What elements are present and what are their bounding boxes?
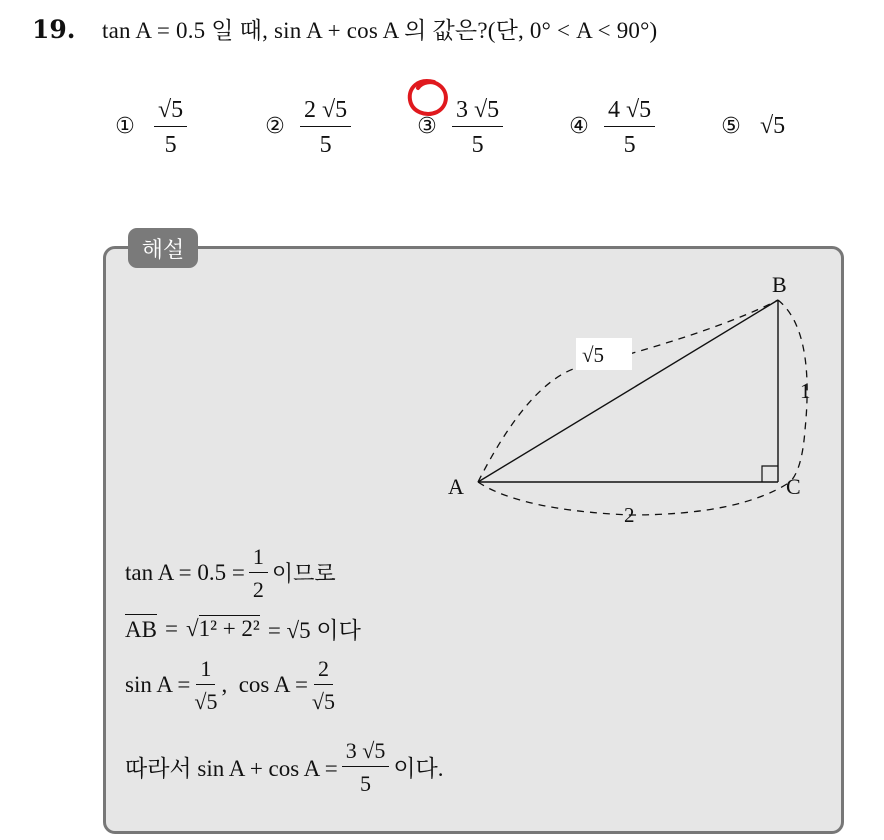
line4-tail: 이다. xyxy=(393,756,444,781)
line2-eq: = xyxy=(164,615,178,641)
question-text: tan A = 0.5 일 때, sin A + cos A 의 값은?(단, 0° < A < 90°) xyxy=(102,18,658,43)
solution-line-4 xyxy=(125,738,444,795)
line3-den-2: √5 xyxy=(311,689,335,714)
line3-fraction-1 xyxy=(194,656,217,713)
vertex-a-label: A xyxy=(448,474,464,499)
line3-num-1: 1 xyxy=(196,656,215,685)
choice-2-fraction xyxy=(300,96,351,157)
choice-3-fraction xyxy=(452,96,503,157)
choice-5-value: √5 xyxy=(760,112,786,139)
choice-2-numerator: 2 √5 xyxy=(300,96,351,127)
line4-den: 5 xyxy=(360,771,372,796)
line4-lhs: 따라서 sin A + cos A = xyxy=(125,756,338,781)
choice-5-mark: ⑤ xyxy=(721,113,741,139)
line1-fraction xyxy=(249,544,268,601)
hypotenuse-label: √5 xyxy=(582,343,605,367)
choice-2[interactable] xyxy=(258,90,351,162)
selected-answer-circle xyxy=(404,76,452,120)
line3-num-2: 2 xyxy=(314,656,333,685)
choice-3[interactable] xyxy=(410,90,503,162)
choice-1-mark: ① xyxy=(115,113,135,139)
choice-2-mark: ② xyxy=(265,113,285,139)
choice-1-denominator: 5 xyxy=(164,131,177,158)
choice-1[interactable] xyxy=(108,90,187,162)
vertex-b-label: B xyxy=(772,272,787,297)
solution-tag: 해설 xyxy=(128,228,198,268)
line1-tail: 이므로 xyxy=(271,562,336,587)
line4-fraction xyxy=(342,738,390,795)
line3-den-1: √5 xyxy=(194,689,218,714)
choice-4-mark: ④ xyxy=(569,113,589,139)
side-ab xyxy=(478,300,778,482)
choice-4-fraction xyxy=(604,96,655,157)
line2-radicand: 1² + 2² xyxy=(198,616,260,641)
choice-2-denominator: 5 xyxy=(319,131,332,158)
solution-line-1 xyxy=(125,544,336,601)
line3-lhs: sin A = xyxy=(125,671,191,697)
vertex-c-label: C xyxy=(786,474,801,499)
choice-3-mark: ③ xyxy=(417,113,437,139)
line1-lhs: tan A = 0.5 = xyxy=(125,559,245,585)
choice-3-denominator: 5 xyxy=(471,131,484,158)
choice-4-numerator: 4 √5 xyxy=(604,96,655,127)
solution-line-3 xyxy=(125,656,339,713)
line2-sqrt-sign: √ xyxy=(185,615,199,641)
segment-ab: AB xyxy=(125,614,157,643)
line1-num: 1 xyxy=(249,544,268,573)
solution-line-2 xyxy=(125,612,361,645)
choice-4[interactable] xyxy=(562,90,655,162)
answer-choices xyxy=(0,90,884,170)
choice-1-fraction xyxy=(154,96,187,157)
right-triangle-diagram xyxy=(440,270,840,530)
line1-den: 2 xyxy=(252,577,264,602)
line3-fraction-2 xyxy=(312,656,335,713)
choice-4-denominator: 5 xyxy=(623,131,636,158)
vertical-side-label: 1 xyxy=(800,379,811,403)
question-number: 19. xyxy=(32,15,76,44)
choice-5[interactable] xyxy=(714,90,785,162)
line3-sep: , cos A = xyxy=(221,671,308,697)
choice-1-numerator: √5 xyxy=(154,96,187,127)
right-angle-mark xyxy=(762,466,778,482)
line4-num: 3 √5 xyxy=(342,738,390,767)
choice-3-numerator: 3 √5 xyxy=(452,96,503,127)
horizontal-side-label: 2 xyxy=(624,503,635,527)
line2-rest: = √5 이다 xyxy=(267,618,361,643)
question-header xyxy=(32,12,657,52)
